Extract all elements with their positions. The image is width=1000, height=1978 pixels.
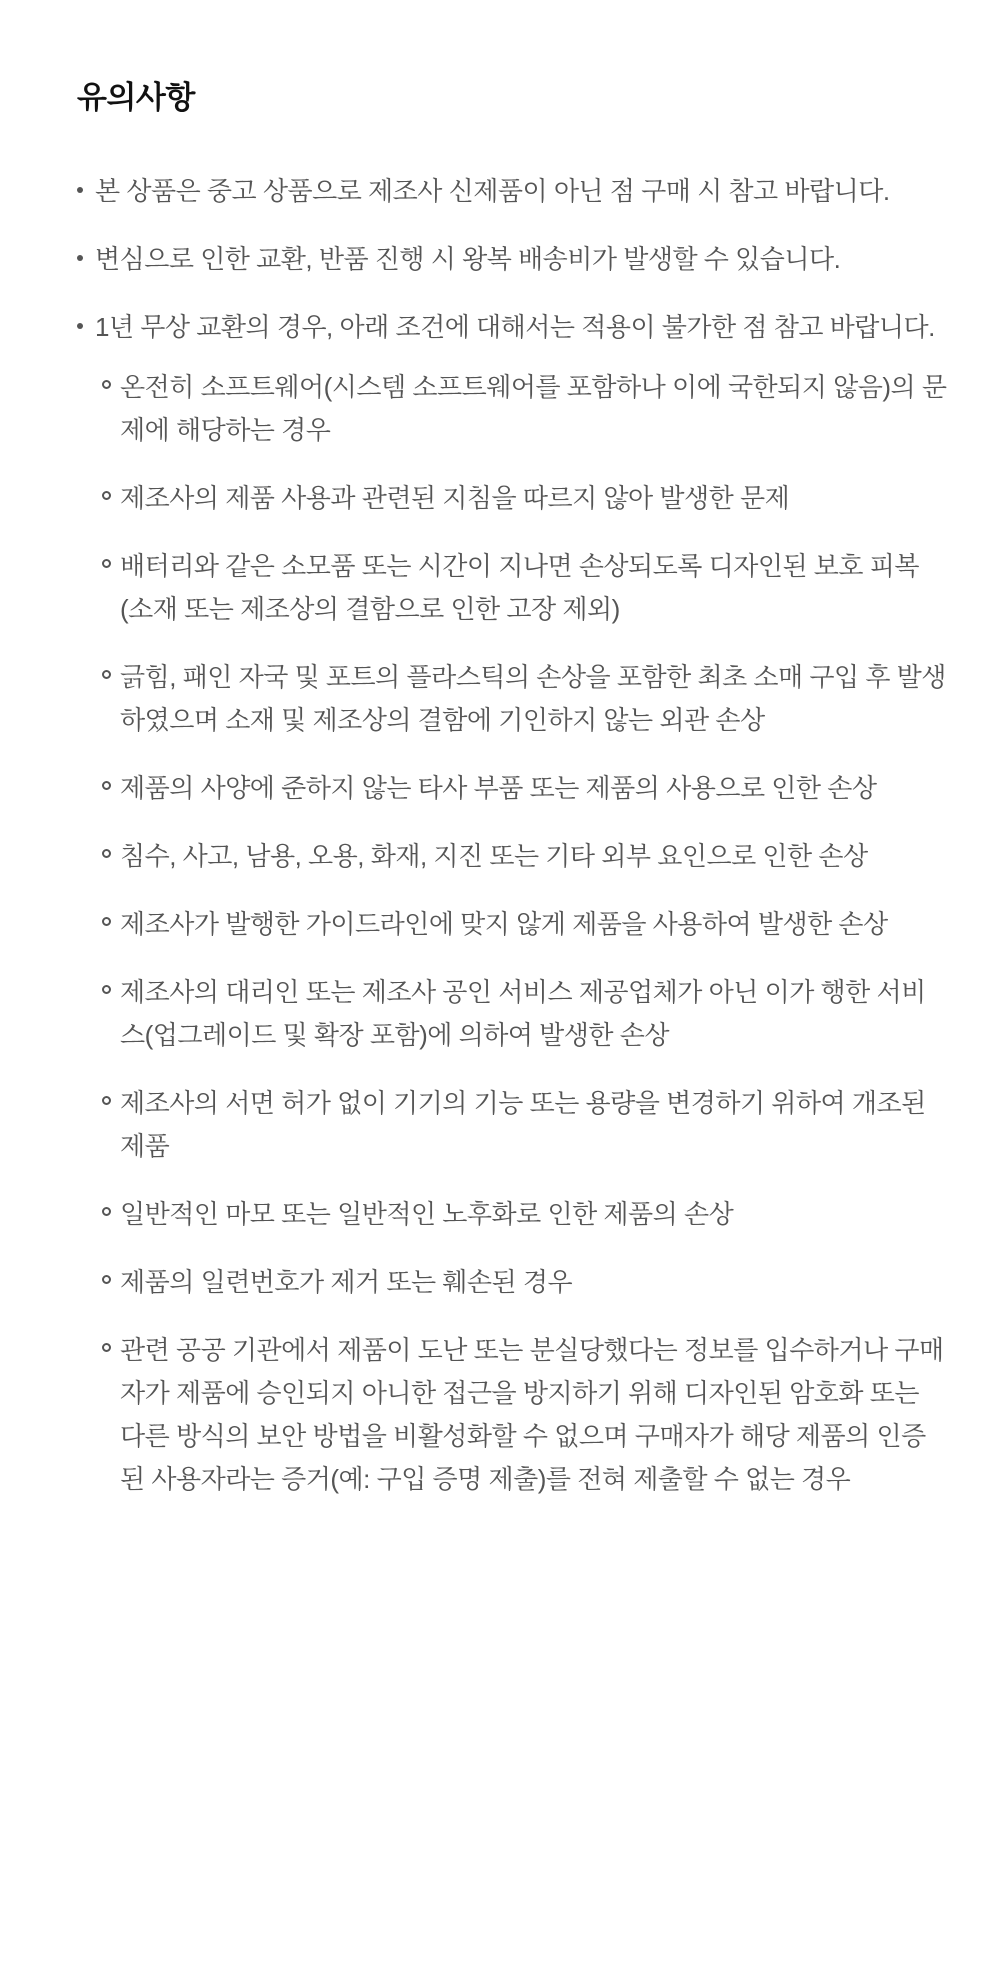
sub-notice-text: 긁힘, 패인 자국 및 포트의 플라스틱의 손상을 포함한 최초 소매 구입 후 발생하였으며 소재 및 제조상의 결함에 기인하지 않는 외관 손상: [120, 662, 946, 735]
bullet-ring-icon: [102, 1207, 111, 1216]
bullet-ring-icon: [102, 917, 111, 926]
bullet-dot-icon: [77, 187, 83, 193]
bullet-ring-icon: [102, 985, 111, 994]
bullet-ring-icon: [102, 1275, 111, 1284]
sub-notice-item: [95, 835, 948, 878]
sub-notice-item: [95, 971, 948, 1057]
sub-notice-item: [95, 767, 948, 810]
sub-notice-item: [95, 1261, 948, 1304]
sub-notice-item: [95, 1082, 948, 1168]
sub-notice-text: 침수, 사고, 남용, 오용, 화재, 지진 또는 기타 외부 요인으로 인한 손상: [120, 841, 868, 871]
notice-item: [77, 238, 948, 281]
notice-text: 변심으로 인한 교환, 반품 진행 시 왕복 배송비가 발생할 수 있습니다.: [95, 244, 841, 274]
sub-notice-item: [95, 545, 948, 631]
sub-notice-text: 제조사가 발행한 가이드라인에 맞지 않게 제품을 사용하여 발생한 손상: [120, 909, 888, 939]
bullet-ring-icon: [102, 380, 111, 389]
sub-notice-item: [95, 366, 948, 452]
bullet-ring-icon: [102, 781, 111, 790]
sub-notice-item: [95, 903, 948, 946]
bullet-ring-icon: [102, 670, 111, 679]
sub-notice-text: 제품의 사양에 준하지 않는 타사 부품 또는 제품의 사용으로 인한 손상: [120, 773, 877, 803]
notice-text: 1년 무상 교환의 경우, 아래 조건에 대해서는 적용이 불가한 점 참고 바랍니다.: [95, 312, 935, 342]
sub-notice-text: 제조사의 서면 허가 없이 기기의 기능 또는 용량을 변경하기 위하여 개조된 제품: [120, 1088, 926, 1161]
sub-notice-list: [95, 366, 948, 1501]
bullet-ring-icon: [102, 559, 111, 568]
sub-notice-text: 제품의 일련번호가 제거 또는 훼손된 경우: [120, 1267, 573, 1297]
sub-notice-item: [95, 656, 948, 742]
notice-list: [77, 170, 948, 1501]
bullet-dot-icon: [77, 323, 83, 329]
sub-notice-item: [95, 1193, 948, 1236]
notice-item: [77, 170, 948, 213]
bullet-ring-icon: [102, 1343, 111, 1352]
notice-text: 본 상품은 중고 상품으로 제조사 신제품이 아닌 점 구매 시 참고 바랍니다.: [95, 176, 890, 206]
bullet-ring-icon: [102, 1096, 111, 1105]
sub-notice-text: 제조사의 제품 사용과 관련된 지침을 따르지 않아 발생한 문제: [120, 483, 790, 513]
notice-item: [77, 306, 948, 1501]
page-title: 유의사항: [77, 80, 195, 115]
sub-notice-text: 배터리와 같은 소모품 또는 시간이 지나면 손상되도록 디자인된 보호 피복 (소재 또는 제조상의 결함으로 인한 고장 제외): [120, 551, 919, 624]
bullet-ring-icon: [102, 849, 111, 858]
sub-notice-text: 제조사의 대리인 또는 제조사 공인 서비스 제공업체가 아닌 이가 행한 서비스(업그레이드 및 확장 포함)에 의하여 발생한 손상: [120, 977, 926, 1050]
bullet-ring-icon: [102, 491, 111, 500]
sub-notice-text: 온전히 소프트웨어(시스템 소프트웨어를 포함하나 이에 국한되지 않음)의 문제에 해당하는 경우: [120, 372, 947, 445]
sub-notice-text: 관련 공공 기관에서 제품이 도난 또는 분실당했다는 정보를 입수하거나 구매자가 제품에 승인되지 아니한 접근을 방지하기 위해 디자인된 암호화 또는 다른 방식의 보안 방법을 비활성화할 수 없으며 구매자가 해당 제품의 인증된 사용자라는 증거(예: 구입 증명 제출)를 전혀 제출할 수 없는 경우: [120, 1335, 944, 1494]
sub-notice-item: [95, 477, 948, 520]
sub-notice-item: [95, 1329, 948, 1501]
bullet-dot-icon: [77, 255, 83, 261]
sub-notice-text: 일반적인 마모 또는 일반적인 노후화로 인한 제품의 손상: [120, 1199, 734, 1229]
